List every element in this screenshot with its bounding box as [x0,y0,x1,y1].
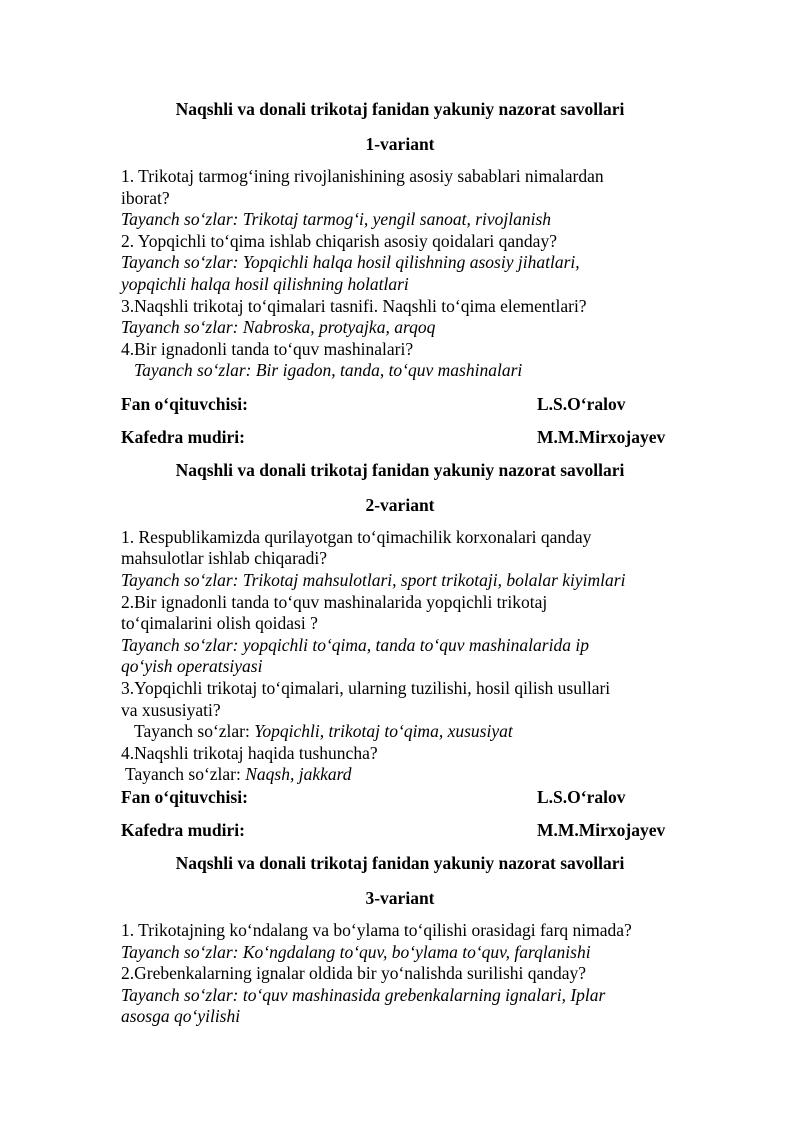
keywords-line: Tayanch so‘zlar: yopqichli to‘qima, tanda to‘quv mashinalarida ip [121,635,589,655]
keywords-label: Tayanch so‘zlar: [134,721,255,741]
question-line: 3.Yopqichli trikotaj to‘qimalari, ularning tuzilishi, hosil qilish usullari [121,678,611,698]
keywords-line: Tayanch so‘zlar: Ko‘ngdalang to‘quv, bo‘ylama to‘quv, farqlanishi [121,942,591,962]
variant1-label: 1-variant [365,134,435,154]
keywords-value: Yopqichli, trikotaj to‘qima, xususiyat [254,721,513,741]
keywords-line [134,720,513,742]
keywords-line: Tayanch so‘zlar: to‘quv mashinasida grebenkalarning ignalari, Iplar [121,985,606,1005]
keywords-line: Tayanch so‘zlar: Yopqichli halqa hosil qilishning asosiy jihatlari, [121,252,580,272]
keywords-line: Tayanch so‘zlar: Nabroska, protyajka, arqoq [121,317,436,337]
variant3-title: Naqshli va donali trikotaj fanidan yakuniy nazorat savollari [175,853,625,873]
teacher-name: L.S.O‘ralov [537,394,626,414]
question-line: 1. Respublikamizda qurilayotgan to‘qimachilik korxonalari qanday [121,527,592,547]
keywords-line: Tayanch so‘zlar: Trikotaj mahsulotlari, sport trikotaji, bolalar kiyimlari [121,570,626,590]
head-name: M.M.Mirxojayev [537,427,666,447]
keywords-line: Tayanch so‘zlar: Bir igadon, tanda, to‘quv mashinalari [134,360,523,380]
question-line: va xususiyati? [121,700,221,720]
variant2-title: Naqshli va donali trikotaj fanidan yakuniy nazorat savollari [175,460,625,480]
teacher-label: Fan o‘qituvchisi: [121,787,248,807]
variant3-label: 3-variant [365,888,435,908]
variant1-title: Naqshli va donali trikotaj fanidan yakuniy nazorat savollari [175,99,625,119]
head-name: M.M.Mirxojayev [537,820,666,840]
head-label: Kafedra mudiri: [121,820,245,840]
question-line: 4.Bir ignadonli tanda to‘quv mashinalari? [121,339,414,359]
keywords-line: qo‘yish operatsiyasi [121,656,263,676]
question-line: 2. Yopqichli to‘qima ishlab chiqarish asosiy qoidalari qanday? [121,231,557,251]
question-line: 3.Naqshli trikotaj to‘qimalari tasnifi. Naqshli to‘qima elementlari? [121,296,587,316]
keywords-line: asosga qo‘yilishi [121,1006,241,1026]
keywords-line: Tayanch so‘zlar: Trikotaj tarmog‘i, yengil sanoat, rivojlanish [121,209,552,229]
keywords-label: Tayanch so‘zlar: [125,764,246,784]
question-line: 2.Bir ignadonli tanda to‘quv mashinalarida yopqichli trikotaj [121,592,548,612]
keywords-line [125,763,352,785]
question-line: iborat? [121,188,170,208]
question-line: 1. Trikotajning ko‘ndalang va bo‘ylama to‘qilishi orasidagi farq nimada? [121,920,632,940]
question-line: 4.Naqshli trikotaj haqida tushuncha? [121,743,378,763]
keywords-line: yopqichli halqa hosil qilishning holatlari [121,274,409,294]
question-line: 2.Grebenkalarning ignalar oldida bir yo‘nalishda surilishi qanday? [121,963,587,983]
question-line: to‘qimalarini olish qoidasi ? [121,613,318,633]
question-line: 1. Trikotaj tarmog‘ining rivojlanishining asosiy sabablari nimalardan [121,166,604,186]
head-label: Kafedra mudiri: [121,427,245,447]
variant2-label: 2-variant [365,495,435,515]
keywords-value: Naqsh, jakkard [245,764,352,784]
teacher-label: Fan o‘qituvchisi: [121,394,248,414]
question-line: mahsulotlar ishlab chiqaradi? [121,548,328,568]
teacher-name: L.S.O‘ralov [537,787,626,807]
